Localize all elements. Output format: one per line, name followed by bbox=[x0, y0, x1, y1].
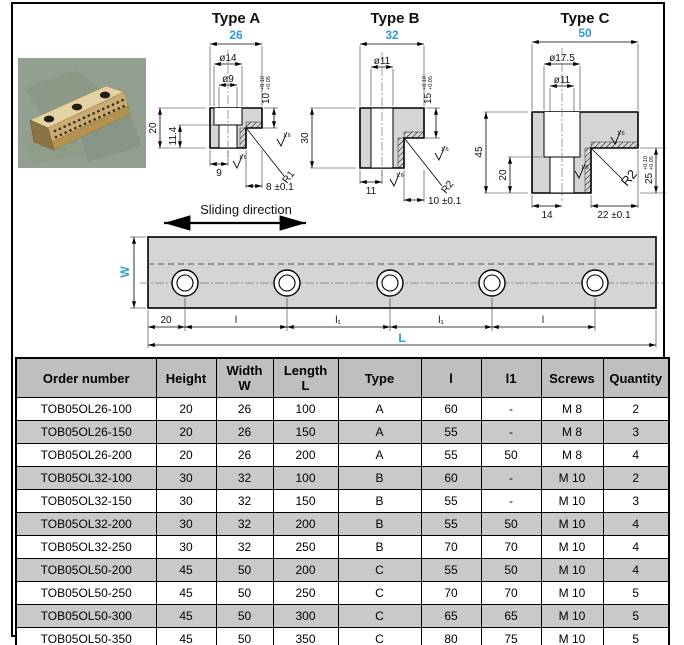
hatch-area bbox=[404, 132, 424, 138]
table-row bbox=[16, 421, 669, 444]
plate-drawing bbox=[118, 196, 678, 358]
type-c-height-dim: 45 bbox=[474, 146, 485, 158]
cell-length: 150 bbox=[273, 421, 338, 444]
hatch-area bbox=[398, 138, 404, 168]
cell-width: 50 bbox=[216, 582, 273, 605]
cell-width: 26 bbox=[216, 421, 273, 444]
cell-order-number: TOB05OL50-200 bbox=[16, 559, 156, 582]
type-a-title: Type A bbox=[211, 10, 261, 27]
cell-order-number: TOB05OL26-100 bbox=[16, 398, 156, 421]
cell-length: 100 bbox=[273, 467, 338, 490]
cell-l1: - bbox=[481, 421, 541, 444]
plug-hole bbox=[100, 92, 110, 99]
cell-quantity: 5 bbox=[603, 605, 669, 628]
type-b-width-dim: 32 bbox=[385, 28, 399, 42]
cell-l: 55 bbox=[421, 490, 481, 513]
plate-width-label: W bbox=[118, 266, 132, 278]
cell-order-number: TOB05OL26-200 bbox=[16, 444, 156, 467]
cell-type: C bbox=[338, 628, 421, 645]
type-b-offset-dim: 11 bbox=[365, 186, 377, 197]
cell-height: 20 bbox=[156, 421, 216, 444]
cell-height: 45 bbox=[156, 628, 216, 645]
cell-length: 200 bbox=[273, 444, 338, 467]
type-c-hole-dim: ø11 bbox=[553, 75, 571, 86]
type-a-hole-dim: ø9 bbox=[222, 74, 234, 85]
cell-l1: 70 bbox=[481, 536, 541, 559]
cell-order-number: TOB05OL26-150 bbox=[16, 421, 156, 444]
cell-height: 20 bbox=[156, 444, 216, 467]
type-b-hole-dim: ø11 bbox=[373, 56, 391, 67]
cell-l: 60 bbox=[421, 398, 481, 421]
sliding-direction-label: Sliding direction bbox=[200, 202, 292, 217]
cell-l: 60 bbox=[421, 467, 481, 490]
cell-order-number: TOB05OL32-200 bbox=[16, 513, 156, 536]
plate-seg-dim: l₁ bbox=[438, 315, 444, 326]
type-a-depth-dim: 11.4 bbox=[168, 126, 179, 146]
table-row bbox=[16, 398, 669, 421]
type-a-radius: R1 bbox=[280, 168, 298, 186]
svg-text:1.6: 1.6 bbox=[239, 155, 247, 161]
cell-l1: - bbox=[481, 467, 541, 490]
table-row bbox=[16, 605, 669, 628]
type-a-step-height-dim: 10 bbox=[261, 92, 272, 104]
svg-text:1.6: 1.6 bbox=[617, 131, 625, 137]
cell-screws: M 10 bbox=[541, 490, 603, 513]
cell-height: 45 bbox=[156, 582, 216, 605]
tolerance-upper: +0.10 bbox=[422, 76, 428, 90]
cell-screws: M 8 bbox=[541, 398, 603, 421]
cell-order-number: TOB05OL50-300 bbox=[16, 605, 156, 628]
cell-screws: M 10 bbox=[541, 605, 603, 628]
cell-order-number: TOB05OL50-250 bbox=[16, 582, 156, 605]
cell-l: 70 bbox=[421, 536, 481, 559]
cell-width: 32 bbox=[216, 467, 273, 490]
cell-type: C bbox=[338, 559, 421, 582]
roughness-symbol bbox=[277, 132, 291, 146]
spec-table bbox=[15, 357, 670, 645]
cell-screws: M 10 bbox=[541, 559, 603, 582]
cell-length: 200 bbox=[273, 513, 338, 536]
cell-height: 45 bbox=[156, 559, 216, 582]
cell-type: B bbox=[338, 490, 421, 513]
cell-quantity: 5 bbox=[603, 582, 669, 605]
header-length: Length L bbox=[273, 358, 338, 398]
table-row bbox=[16, 628, 669, 645]
plate-length-label: L bbox=[398, 331, 406, 345]
plate-edge-dim: 20 bbox=[160, 315, 172, 326]
cell-screws: M 10 bbox=[541, 628, 603, 645]
type-b-height-dim: 30 bbox=[300, 132, 311, 144]
cell-screws: M 10 bbox=[541, 536, 603, 559]
plate-seg-dim: l₁ bbox=[335, 315, 341, 326]
cell-type: B bbox=[338, 513, 421, 536]
cell-quantity: 2 bbox=[603, 467, 669, 490]
cell-length: 250 bbox=[273, 582, 338, 605]
cell-quantity: 3 bbox=[603, 490, 669, 513]
hatch-area bbox=[246, 122, 262, 128]
table-header-row bbox=[16, 358, 669, 398]
cell-screws: M 8 bbox=[541, 421, 603, 444]
cell-width: 32 bbox=[216, 536, 273, 559]
type-c-lower-dim: 20 bbox=[498, 169, 509, 181]
table-body bbox=[16, 398, 669, 645]
tolerance-lower: +0.05 bbox=[266, 76, 272, 90]
cell-l1: 70 bbox=[481, 582, 541, 605]
plate-seg-dim: l bbox=[541, 315, 545, 326]
cell-order-number: TOB05OL32-150 bbox=[16, 490, 156, 513]
header-l1: l1 bbox=[481, 358, 541, 398]
type-c-title: Type C bbox=[560, 10, 610, 27]
cell-screws: M 10 bbox=[541, 513, 603, 536]
roughness-symbol bbox=[233, 154, 247, 168]
svg-text:1.6: 1.6 bbox=[283, 133, 291, 139]
table-row bbox=[16, 490, 669, 513]
type-c-step-width-dim: 22 ±0.1 bbox=[597, 210, 631, 221]
cell-length: 150 bbox=[273, 490, 338, 513]
cell-height: 30 bbox=[156, 490, 216, 513]
drawing-type-c bbox=[470, 6, 678, 221]
cell-height: 30 bbox=[156, 467, 216, 490]
cell-l: 55 bbox=[421, 513, 481, 536]
hatch-area bbox=[240, 128, 246, 148]
cell-quantity: 4 bbox=[603, 513, 669, 536]
cell-height: 20 bbox=[156, 398, 216, 421]
cell-type: B bbox=[338, 467, 421, 490]
table-row bbox=[16, 559, 669, 582]
cell-order-number: TOB05OL32-250 bbox=[16, 536, 156, 559]
header-screws: Screws bbox=[541, 358, 603, 398]
header-order-number: Order number bbox=[16, 358, 156, 398]
spec-table-container bbox=[15, 357, 670, 645]
cell-width: 32 bbox=[216, 513, 273, 536]
type-c-cbore-dim: ø17.5 bbox=[549, 53, 575, 64]
cell-screws: M 10 bbox=[541, 467, 603, 490]
cell-width: 50 bbox=[216, 628, 273, 645]
header-width: Width W bbox=[216, 358, 273, 398]
cell-length: 250 bbox=[273, 536, 338, 559]
cell-type: A bbox=[338, 444, 421, 467]
type-c-step-height-dim: 25 bbox=[644, 172, 655, 184]
cell-l: 55 bbox=[421, 559, 481, 582]
cell-l1: 65 bbox=[481, 605, 541, 628]
cell-height: 45 bbox=[156, 605, 216, 628]
type-b-radius: R2 bbox=[439, 178, 457, 196]
table-row bbox=[16, 513, 669, 536]
cell-length: 200 bbox=[273, 559, 338, 582]
tolerance-lower: +0.05 bbox=[428, 76, 434, 90]
cell-width: 26 bbox=[216, 398, 273, 421]
cell-type: C bbox=[338, 605, 421, 628]
cell-length: 100 bbox=[273, 398, 338, 421]
cell-l1: 50 bbox=[481, 513, 541, 536]
cell-quantity: 4 bbox=[603, 536, 669, 559]
cell-order-number: TOB05OL50-350 bbox=[16, 628, 156, 645]
cell-length: 350 bbox=[273, 628, 338, 645]
cell-l: 55 bbox=[421, 444, 481, 467]
type-a-height-dim: 20 bbox=[148, 122, 159, 134]
cell-quantity: 4 bbox=[603, 444, 669, 467]
radius-leader bbox=[405, 139, 442, 186]
cell-quantity: 5 bbox=[603, 628, 669, 645]
table-row bbox=[16, 467, 669, 490]
cell-l1: - bbox=[481, 398, 541, 421]
type-a-step-width-dim: 8 ±0.1 bbox=[266, 182, 294, 193]
type-a-cbore-dim: ø14 bbox=[219, 53, 237, 64]
header-quantity: Quantity bbox=[603, 358, 669, 398]
type-c-width-dim: 50 bbox=[578, 26, 592, 40]
cell-height: 30 bbox=[156, 536, 216, 559]
cell-l: 55 bbox=[421, 421, 481, 444]
cell-quantity: 4 bbox=[603, 559, 669, 582]
plate-body bbox=[148, 237, 656, 308]
svg-text:1.6: 1.6 bbox=[581, 165, 589, 171]
cell-l: 80 bbox=[421, 628, 481, 645]
svg-text:1.6: 1.6 bbox=[396, 173, 404, 179]
type-b-step-width-dim: 10 ±0.1 bbox=[428, 196, 462, 207]
cell-quantity: 2 bbox=[603, 398, 669, 421]
type-b-step-height-dim: 15 bbox=[423, 92, 434, 104]
cell-type: A bbox=[338, 421, 421, 444]
cell-width: 26 bbox=[216, 444, 273, 467]
type-c-radius: R2 bbox=[617, 166, 640, 189]
plug-hole bbox=[44, 116, 54, 123]
header-height: Height bbox=[156, 358, 216, 398]
cell-screws: M 8 bbox=[541, 444, 603, 467]
cell-l1: 50 bbox=[481, 444, 541, 467]
tolerance-upper: +0.10 bbox=[260, 76, 266, 90]
cell-order-number: TOB05OL32-100 bbox=[16, 467, 156, 490]
cell-type: C bbox=[338, 582, 421, 605]
radius-leader bbox=[592, 149, 622, 179]
roughness-symbol bbox=[435, 146, 449, 160]
plate-seg-dim: l bbox=[234, 315, 238, 326]
tolerance-upper: +0.10 bbox=[643, 156, 649, 170]
table-row bbox=[16, 582, 669, 605]
type-c-offset-dim: 14 bbox=[541, 210, 553, 221]
svg-text:1.6: 1.6 bbox=[441, 147, 449, 153]
cell-width: 32 bbox=[216, 490, 273, 513]
cell-type: A bbox=[338, 398, 421, 421]
table-row bbox=[16, 444, 669, 467]
header-type: Type bbox=[338, 358, 421, 398]
cell-screws: M 10 bbox=[541, 582, 603, 605]
table-row bbox=[16, 536, 669, 559]
cell-type: B bbox=[338, 536, 421, 559]
cell-l: 65 bbox=[421, 605, 481, 628]
type-a-width-dim: 26 bbox=[229, 28, 243, 42]
cell-l1: 75 bbox=[481, 628, 541, 645]
cell-width: 50 bbox=[216, 559, 273, 582]
header-l: l bbox=[421, 358, 481, 398]
cell-length: 300 bbox=[273, 605, 338, 628]
cell-l1: 50 bbox=[481, 559, 541, 582]
type-b-title: Type B bbox=[370, 10, 420, 27]
roughness-symbol bbox=[390, 172, 404, 186]
cell-l1: - bbox=[481, 490, 541, 513]
product-photo bbox=[18, 58, 146, 168]
cell-width: 50 bbox=[216, 605, 273, 628]
plug-hole bbox=[72, 104, 82, 111]
drawing-type-a bbox=[146, 6, 316, 211]
type-a-offset-dim: 9 bbox=[216, 168, 222, 179]
tolerance-lower: +0.05 bbox=[649, 156, 655, 170]
drawing-type-b bbox=[300, 6, 475, 216]
cell-l: 70 bbox=[421, 582, 481, 605]
radius-leader bbox=[247, 129, 284, 176]
cell-quantity: 3 bbox=[603, 421, 669, 444]
cell-height: 30 bbox=[156, 513, 216, 536]
